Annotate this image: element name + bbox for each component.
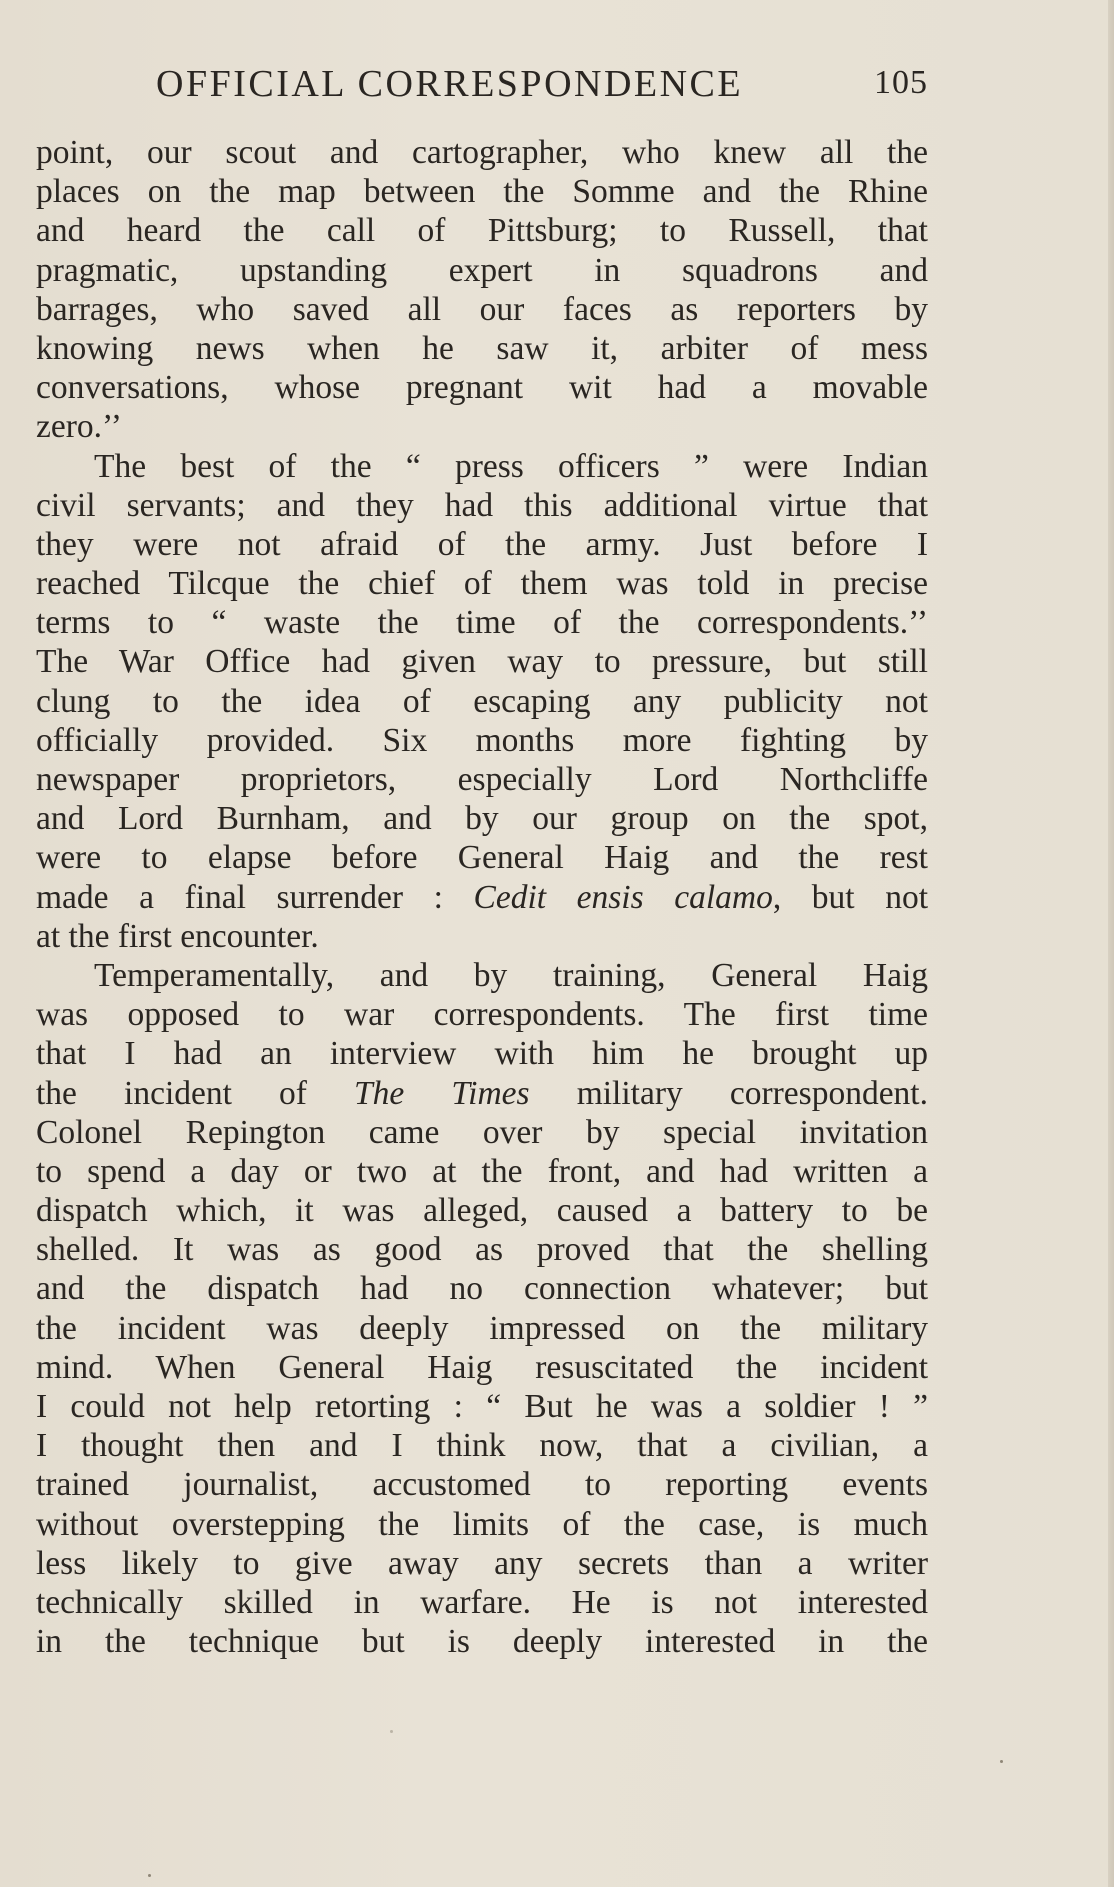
page-edge	[1108, 0, 1114, 1887]
text-line: trained journalist, accustomed to reporting events	[36, 1466, 928, 1504]
paper-speck	[148, 1874, 151, 1877]
text-line: I could not help retorting : “ But he was a soldier ! ”	[36, 1388, 928, 1425]
text-line: shelled. It was as good as proved that the shelling	[36, 1231, 928, 1269]
text-line: newspaper proprietors, especially Lord Northcliffe	[36, 761, 928, 798]
text-line: conversations, whose pregnant wit had a movable	[36, 369, 928, 407]
text-line: barrages, who saved all our faces as reporters by	[36, 290, 928, 328]
text-line: The War Office had given way to pressure, but still	[36, 643, 928, 681]
text-line: Temperamentally, and by training, General Haig	[94, 956, 928, 994]
text-line: The best of the “ press officers ” were Indian	[94, 447, 928, 485]
text-line: mind. When General Haig resuscitated the incident	[36, 1348, 928, 1386]
text-line: less likely to give away any secrets than a writer	[36, 1544, 928, 1582]
text-line: technically skilled in warfare. He is not interested	[36, 1583, 928, 1621]
text-line: officially provided. Six months more fighting by	[36, 721, 928, 759]
text-line: zero.’’	[36, 408, 122, 446]
text-line: at the first encounter.	[36, 917, 319, 955]
text-line: was opposed to war correspondents. The first time	[36, 996, 928, 1034]
text-line: in the technique but is deeply interested in the	[36, 1623, 928, 1661]
text-line: without overstepping the limits of the case, is much	[36, 1505, 928, 1543]
text-line: were to elapse before General Haig and the rest	[36, 839, 928, 877]
text-line: the incident was deeply impressed on the military	[36, 1309, 928, 1347]
text-line: terms to “ waste the time of the correspondents.’’	[36, 604, 928, 642]
body-text	[36, 133, 928, 1661]
text-line: civil servants; and they had this additional virtue that	[36, 486, 928, 524]
text-line: and the dispatch had no connection whatever; but	[36, 1270, 928, 1308]
running-head: OFFICIAL CORRESPONDENCE	[156, 63, 744, 105]
text-line: and heard the call of Pittsburg; to Russell, that	[36, 212, 928, 250]
text-line: made a final surrender : Cedit ensis calamo, but not	[36, 878, 929, 916]
text-line: pragmatic, upstanding expert in squadrons and	[36, 251, 928, 289]
text-line: clung to the idea of escaping any publicity not	[36, 682, 928, 720]
page-header	[36, 58, 928, 108]
text-line: that I had an interview with him he brought up	[36, 1035, 928, 1073]
paper-speck	[1000, 1760, 1003, 1763]
paper-speck	[390, 1730, 393, 1733]
text-line: point, our scout and cartographer, who knew all the	[36, 134, 928, 171]
text-line: reached Tilcque the chief of them was told in precise	[36, 565, 928, 603]
text-line: and Lord Burnham, and by our group on the spot,	[36, 800, 928, 838]
text-line: the incident of The Times military correspondent.	[36, 1074, 928, 1112]
text-line: I thought then and I think now, that a civilian, a	[36, 1427, 928, 1465]
text-line: they were not afraid of the army. Just before I	[36, 525, 928, 563]
text-line: knowing news when he saw it, arbiter of mess	[36, 329, 928, 367]
text-line: places on the map between the Somme and the Rhine	[36, 173, 928, 211]
text-line: Colonel Repington came over by special invitation	[36, 1113, 928, 1151]
text-line: dispatch which, it was alleged, caused a battery to be	[36, 1192, 928, 1230]
page-number: 105	[874, 64, 928, 101]
text-line: to spend a day or two at the front, and had written a	[36, 1152, 928, 1190]
